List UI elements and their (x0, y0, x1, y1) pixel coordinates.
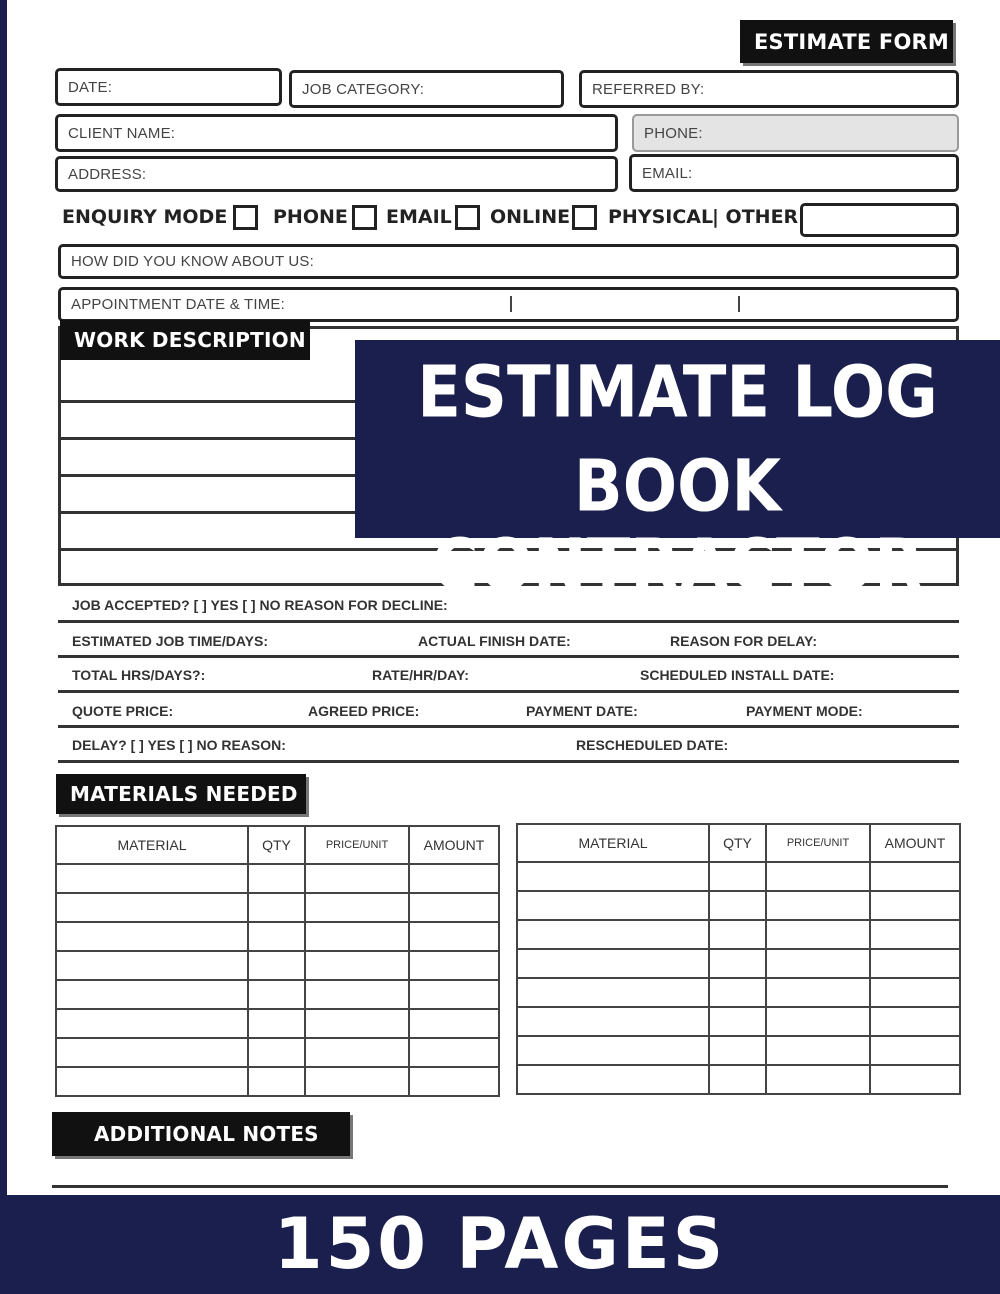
table-cell[interactable] (409, 1009, 499, 1038)
client-name-label: CLIENT NAME: (68, 124, 176, 142)
materials-needed-tag: MATERIALS NEEDED (56, 774, 306, 814)
materials-left-body (56, 864, 499, 1096)
table-cell[interactable] (870, 891, 960, 920)
table-cell[interactable] (248, 893, 305, 922)
payment-date-label: PAYMENT DATE: (526, 703, 638, 719)
table-cell[interactable] (305, 1067, 409, 1096)
phone-field[interactable] (632, 114, 959, 152)
table-row (517, 1036, 960, 1065)
scheduled-install-label: SCHEDULED INSTALL DATE: (640, 667, 835, 683)
appointment-field[interactable] (58, 287, 959, 322)
table-cell[interactable] (870, 920, 960, 949)
material-header: MATERIAL (517, 824, 709, 862)
amount-header: AMOUNT (409, 826, 499, 864)
details-line-2 (58, 655, 959, 658)
table-cell[interactable] (409, 1038, 499, 1067)
pages-count: 150 PAGES (273, 1203, 727, 1285)
table-cell[interactable] (766, 891, 870, 920)
job-category-field[interactable] (289, 70, 564, 108)
enquiry-checkbox-3[interactable] (455, 205, 480, 230)
amount-header: AMOUNT (870, 824, 960, 862)
table-cell[interactable] (248, 1009, 305, 1038)
qty-header: QTY (709, 824, 766, 862)
how-know-field[interactable] (58, 244, 959, 279)
enquiry-checkbox-4[interactable] (572, 205, 597, 230)
left-border (0, 0, 7, 1294)
enquiry-option-online: ONLINE (490, 206, 571, 228)
other-field[interactable] (800, 203, 959, 237)
enquiry-mode-label: ENQUIRY MODE (62, 206, 228, 228)
table-cell[interactable] (409, 1067, 499, 1096)
table-row (517, 920, 960, 949)
price-unit-header: PRICE/UNIT (766, 824, 870, 862)
client-name-field[interactable] (55, 114, 618, 152)
table-cell[interactable] (766, 1065, 870, 1094)
details-line-4 (58, 725, 959, 728)
date-field[interactable] (55, 68, 282, 106)
rate-label: RATE/HR/DAY: (372, 667, 469, 683)
table-row (56, 951, 499, 980)
estimate-form-tag: ESTIMATE FORM (740, 20, 953, 63)
table-row (517, 1007, 960, 1036)
table-cell[interactable] (56, 1067, 248, 1096)
date-label: DATE: (68, 78, 113, 96)
job-accepted-label: JOB ACCEPTED? [ ] YES [ ] NO REASON FOR DECLINE: (72, 597, 448, 613)
table-cell[interactable] (56, 951, 248, 980)
agreed-price-label: AGREED PRICE: (308, 703, 420, 719)
table-cell[interactable] (870, 949, 960, 978)
table-cell[interactable] (766, 862, 870, 891)
table-cell[interactable] (766, 1036, 870, 1065)
details-line-1 (58, 620, 959, 623)
additional-notes-tag: ADDITIONAL NOTES (52, 1112, 350, 1156)
table-row (517, 891, 960, 920)
how-know-label: HOW DID YOU KNOW ABOUT US: (71, 253, 315, 270)
table-row (517, 1065, 960, 1094)
table-cell[interactable] (709, 978, 766, 1007)
address-field[interactable] (55, 156, 618, 192)
table-row (56, 980, 499, 1009)
table-cell[interactable] (248, 951, 305, 980)
table-cell[interactable] (709, 920, 766, 949)
enquiry-option-other: | OTHER (712, 206, 799, 228)
table-row (517, 978, 960, 1007)
table-cell[interactable] (56, 1038, 248, 1067)
total-hrs-label: TOTAL HRS/DAYS?: (72, 667, 206, 683)
table-cell[interactable] (870, 1036, 960, 1065)
table-cell[interactable] (409, 951, 499, 980)
table-cell[interactable] (870, 1065, 960, 1094)
table-cell[interactable] (517, 920, 709, 949)
appointment-divider-1 (510, 296, 512, 312)
rescheduled-date-label: RESCHEDULED DATE: (576, 737, 729, 753)
table-cell[interactable] (870, 978, 960, 1007)
table-cell[interactable] (766, 920, 870, 949)
pages-banner (0, 1195, 1000, 1294)
table-cell[interactable] (870, 1007, 960, 1036)
details-line-3 (58, 690, 959, 693)
table-cell[interactable] (709, 891, 766, 920)
table-row (56, 893, 499, 922)
table-cell[interactable] (709, 862, 766, 891)
cover-title-line1: ESTIMATE LOG BOOK (417, 351, 938, 529)
table-cell[interactable] (766, 1007, 870, 1036)
materials-table-left (55, 825, 500, 1097)
table-row (56, 922, 499, 951)
table-cell[interactable] (305, 864, 409, 893)
table-cell[interactable] (56, 980, 248, 1009)
table-cell[interactable] (409, 922, 499, 951)
table-cell[interactable] (56, 864, 248, 893)
appointment-divider-2 (738, 296, 740, 312)
table-row (56, 1067, 499, 1096)
table-cell[interactable] (870, 862, 960, 891)
table-cell[interactable] (709, 1007, 766, 1036)
table-cell[interactable] (517, 862, 709, 891)
table-cell[interactable] (517, 1065, 709, 1094)
table-cell[interactable] (709, 1065, 766, 1094)
table-cell[interactable] (248, 980, 305, 1009)
cover-title-banner (355, 340, 1000, 608)
table-cell[interactable] (709, 949, 766, 978)
table-cell[interactable] (766, 949, 870, 978)
table-cell[interactable] (56, 922, 248, 951)
work-description-tag: WORK DESCRIPTION (60, 320, 310, 360)
table-cell[interactable] (56, 1009, 248, 1038)
notes-line (52, 1185, 948, 1188)
actual-finish-date-label: ACTUAL FINISH DATE: (418, 633, 571, 649)
address-label: ADDRESS: (68, 165, 147, 183)
payment-mode-label: PAYMENT MODE: (746, 703, 863, 719)
phone-label: PHONE: (644, 124, 703, 142)
enquiry-option-phone: PHONE (273, 206, 348, 228)
referred-by-field[interactable] (579, 70, 959, 108)
materials-right-body (517, 862, 960, 1094)
table-cell[interactable] (517, 978, 709, 1007)
table-row (56, 1009, 499, 1038)
table-cell[interactable] (517, 949, 709, 978)
material-header: MATERIAL (56, 826, 248, 864)
table-cell[interactable] (409, 893, 499, 922)
quote-price-label: QUOTE PRICE: (72, 703, 174, 719)
table-row (517, 949, 960, 978)
table-cell[interactable] (248, 922, 305, 951)
materials-table-right (516, 823, 961, 1095)
table-cell[interactable] (409, 864, 499, 893)
table-cell[interactable] (517, 891, 709, 920)
appointment-label: APPOINTMENT DATE & TIME: (71, 296, 285, 313)
price-unit-header: PRICE/UNIT (305, 826, 409, 864)
table-cell[interactable] (248, 864, 305, 893)
email-label: EMAIL: (642, 164, 693, 182)
email-field[interactable] (629, 154, 959, 192)
enquiry-checkbox-2[interactable] (352, 205, 377, 230)
referred-by-label: REFERRED BY: (592, 80, 705, 98)
table-cell[interactable] (517, 1036, 709, 1065)
table-cell[interactable] (766, 978, 870, 1007)
table-header-row (517, 824, 960, 862)
table-cell[interactable] (248, 1067, 305, 1096)
job-category-label: JOB CATEGORY: (302, 80, 425, 98)
estimated-job-time-label: ESTIMATED JOB TIME/DAYS: (72, 633, 269, 649)
reason-for-delay-label: REASON FOR DELAY: (670, 633, 818, 649)
table-cell[interactable] (56, 893, 248, 922)
table-cell[interactable] (305, 893, 409, 922)
delay-label: DELAY? [ ] YES [ ] NO REASON: (72, 737, 286, 753)
table-row (517, 862, 960, 891)
enquiry-option-email: EMAIL (386, 206, 452, 228)
enquiry-checkbox-1[interactable] (233, 205, 258, 230)
table-cell[interactable] (409, 980, 499, 1009)
details-line-5 (58, 760, 959, 763)
table-cell[interactable] (305, 922, 409, 951)
table-cell[interactable] (248, 1038, 305, 1067)
table-header-row (56, 826, 499, 864)
table-cell[interactable] (305, 951, 409, 980)
table-row (56, 864, 499, 893)
table-row (56, 1038, 499, 1067)
table-cell[interactable] (709, 1036, 766, 1065)
table-cell[interactable] (305, 1009, 409, 1038)
table-cell[interactable] (305, 980, 409, 1009)
qty-header: QTY (248, 826, 305, 864)
table-cell[interactable] (305, 1038, 409, 1067)
enquiry-option-physical: PHYSICAL (608, 206, 714, 228)
table-cell[interactable] (517, 1007, 709, 1036)
cover-title-line2: CONTRACTOR (431, 524, 924, 608)
